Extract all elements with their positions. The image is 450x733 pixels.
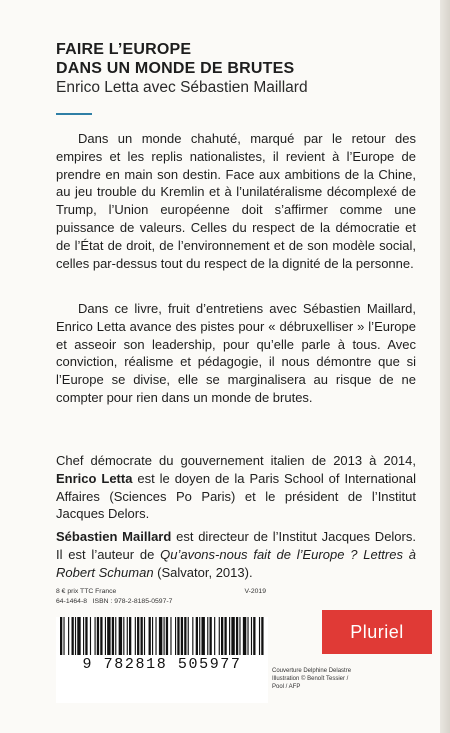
barcode-bar <box>60 617 62 655</box>
bio-sebastien-maillard <box>56 528 416 581</box>
blurb-paragraph-2: Dans ce livre, fruit d’entretiens avec Sébastien Maillard, Enrico Letta avance des pistes pour « débruxelliser » l’Europe et asseoir son leadership, pour qu’elle parle à tous. Avec conviction, réalisme et pédagogie, il nous démontre que si l’Europe se divise, elle se marginalisera au risque de ne compter pour rien dans un monde de brutes. <box>56 301 416 405</box>
barcode-bar <box>129 617 131 655</box>
barcode-bar <box>243 617 246 655</box>
barcode-bar <box>261 617 263 655</box>
barcode-bar <box>155 617 156 655</box>
barcode-bar <box>100 617 102 655</box>
barcode-digits: 9 782818 505977 <box>56 656 268 673</box>
price-label: 8 € prix TTC France <box>56 588 117 595</box>
barcode-bar <box>259 617 260 655</box>
accent-divider <box>56 113 92 115</box>
barcode-bar <box>229 617 230 655</box>
bio-maillard-after: (Salvator, 2013). <box>153 564 253 580</box>
barcode-bar <box>214 617 215 655</box>
barcode-bar <box>123 617 124 655</box>
title-line-1: FAIRE L’EUROPE <box>56 41 192 58</box>
barcode-bar <box>115 617 116 655</box>
barcode-bar <box>207 617 208 655</box>
barcode-bar <box>170 617 171 655</box>
cover-credits <box>272 667 362 691</box>
credit-illustration: Illustration © Benoît Tessier / Pool / AFP <box>272 676 349 690</box>
version-label: V-2019 <box>244 588 266 595</box>
bio-maillard-book: Qu’avons-nous fait de l’Europe ? Lettres à Robert Schuman <box>56 546 416 580</box>
barcode-bar <box>188 617 189 655</box>
barcode-bar <box>112 617 114 655</box>
bio-letta-after: est le doyen de la Paris School of International Affaires (Sciences Po Paris) et le président de l’Institut Jacques Delors. <box>56 470 417 522</box>
credit-cover: Couverture Delphine Delastre <box>272 668 352 674</box>
barcode-bar <box>137 617 139 655</box>
barcode-bar <box>77 617 80 655</box>
barcode-bar <box>75 617 76 655</box>
barcode-bar <box>196 617 198 655</box>
barcode-bar <box>127 617 128 655</box>
barcode-bar <box>231 617 234 655</box>
barcode-bar <box>90 617 91 655</box>
bio-enrico-letta <box>56 452 416 523</box>
barcode-bar <box>159 617 162 655</box>
barcode-bar <box>141 617 143 655</box>
barcode-bar <box>135 617 136 655</box>
barcode-bar <box>164 617 165 655</box>
spine-edge <box>440 0 450 733</box>
barcode-bar <box>149 617 151 655</box>
barcode-bar <box>221 617 223 655</box>
barcode-bar <box>166 617 168 655</box>
barcode-bar <box>253 617 255 655</box>
barcode-bar <box>184 617 186 655</box>
barcode-bar <box>85 617 87 655</box>
barcode-bar <box>63 617 64 655</box>
barcode-bar <box>210 617 212 655</box>
barcode-bar <box>247 617 248 655</box>
barcode-bar <box>95 617 96 655</box>
bio-letta-name: Enrico Letta <box>56 470 133 486</box>
barcode-bar <box>236 617 238 655</box>
code-label: 64-1464-8 <box>56 597 87 605</box>
barcode-bar <box>224 617 226 655</box>
bio-maillard-name: Sébastien Maillard <box>56 529 172 544</box>
barcode-bar <box>72 617 74 655</box>
publisher-logo <box>322 610 432 654</box>
barcode-bar <box>105 617 106 655</box>
barcode-bar <box>152 617 153 655</box>
authors-line: Enrico Letta avec Sébastien Maillard <box>56 79 308 96</box>
barcode-bar <box>144 617 145 655</box>
barcode-bar <box>107 617 110 655</box>
bio-letta-before: Chef démocrate du gouvernement italien de 2013 à 2014, <box>56 453 416 468</box>
barcode-bar <box>119 617 122 655</box>
title-line-2: DANS UN MONDE DE BRUTES <box>56 60 295 77</box>
publisher-logo-text: Pluriel <box>350 621 404 642</box>
barcode-bar <box>175 617 176 655</box>
barcode-bar <box>192 617 193 655</box>
barcode-bar <box>201 617 204 655</box>
barcode-bar <box>181 617 183 655</box>
barcode-bar <box>68 617 69 655</box>
isbn-label: ISBN : 978-2-8185-0597-7 <box>92 597 173 605</box>
barcode-bar <box>239 617 240 655</box>
barcode-bar <box>97 617 99 655</box>
barcode-bar <box>251 617 252 655</box>
barcode-bar <box>177 617 179 655</box>
bio-maillard-before: est directeur de l’Institut Jacques Delors. Il est l’auteur de <box>56 529 416 562</box>
barcode-bar <box>199 617 200 655</box>
barcode-bar <box>83 617 84 655</box>
price-isbn-block <box>56 587 266 606</box>
barcode-bar <box>219 617 220 655</box>
book-title <box>56 40 416 78</box>
blurb-paragraph-1: Dans un monde chahuté, marqué par le retour des empires et les replis nationalistes, il revient à l’Europe de prendre en main son destin. Face aux ambitions de la Chine, au jeu trouble du Kremlin et à l’unilatéralisme décomplexé de Trump, l’Union européenne doit s’affirmer comme une puissance de valeurs. Celles du respect de la démocratie et de l’État de droit, de l’environnement et de son modèle social, celles par-dessus tout du respect de la dignité de la personne. <box>56 131 416 271</box>
